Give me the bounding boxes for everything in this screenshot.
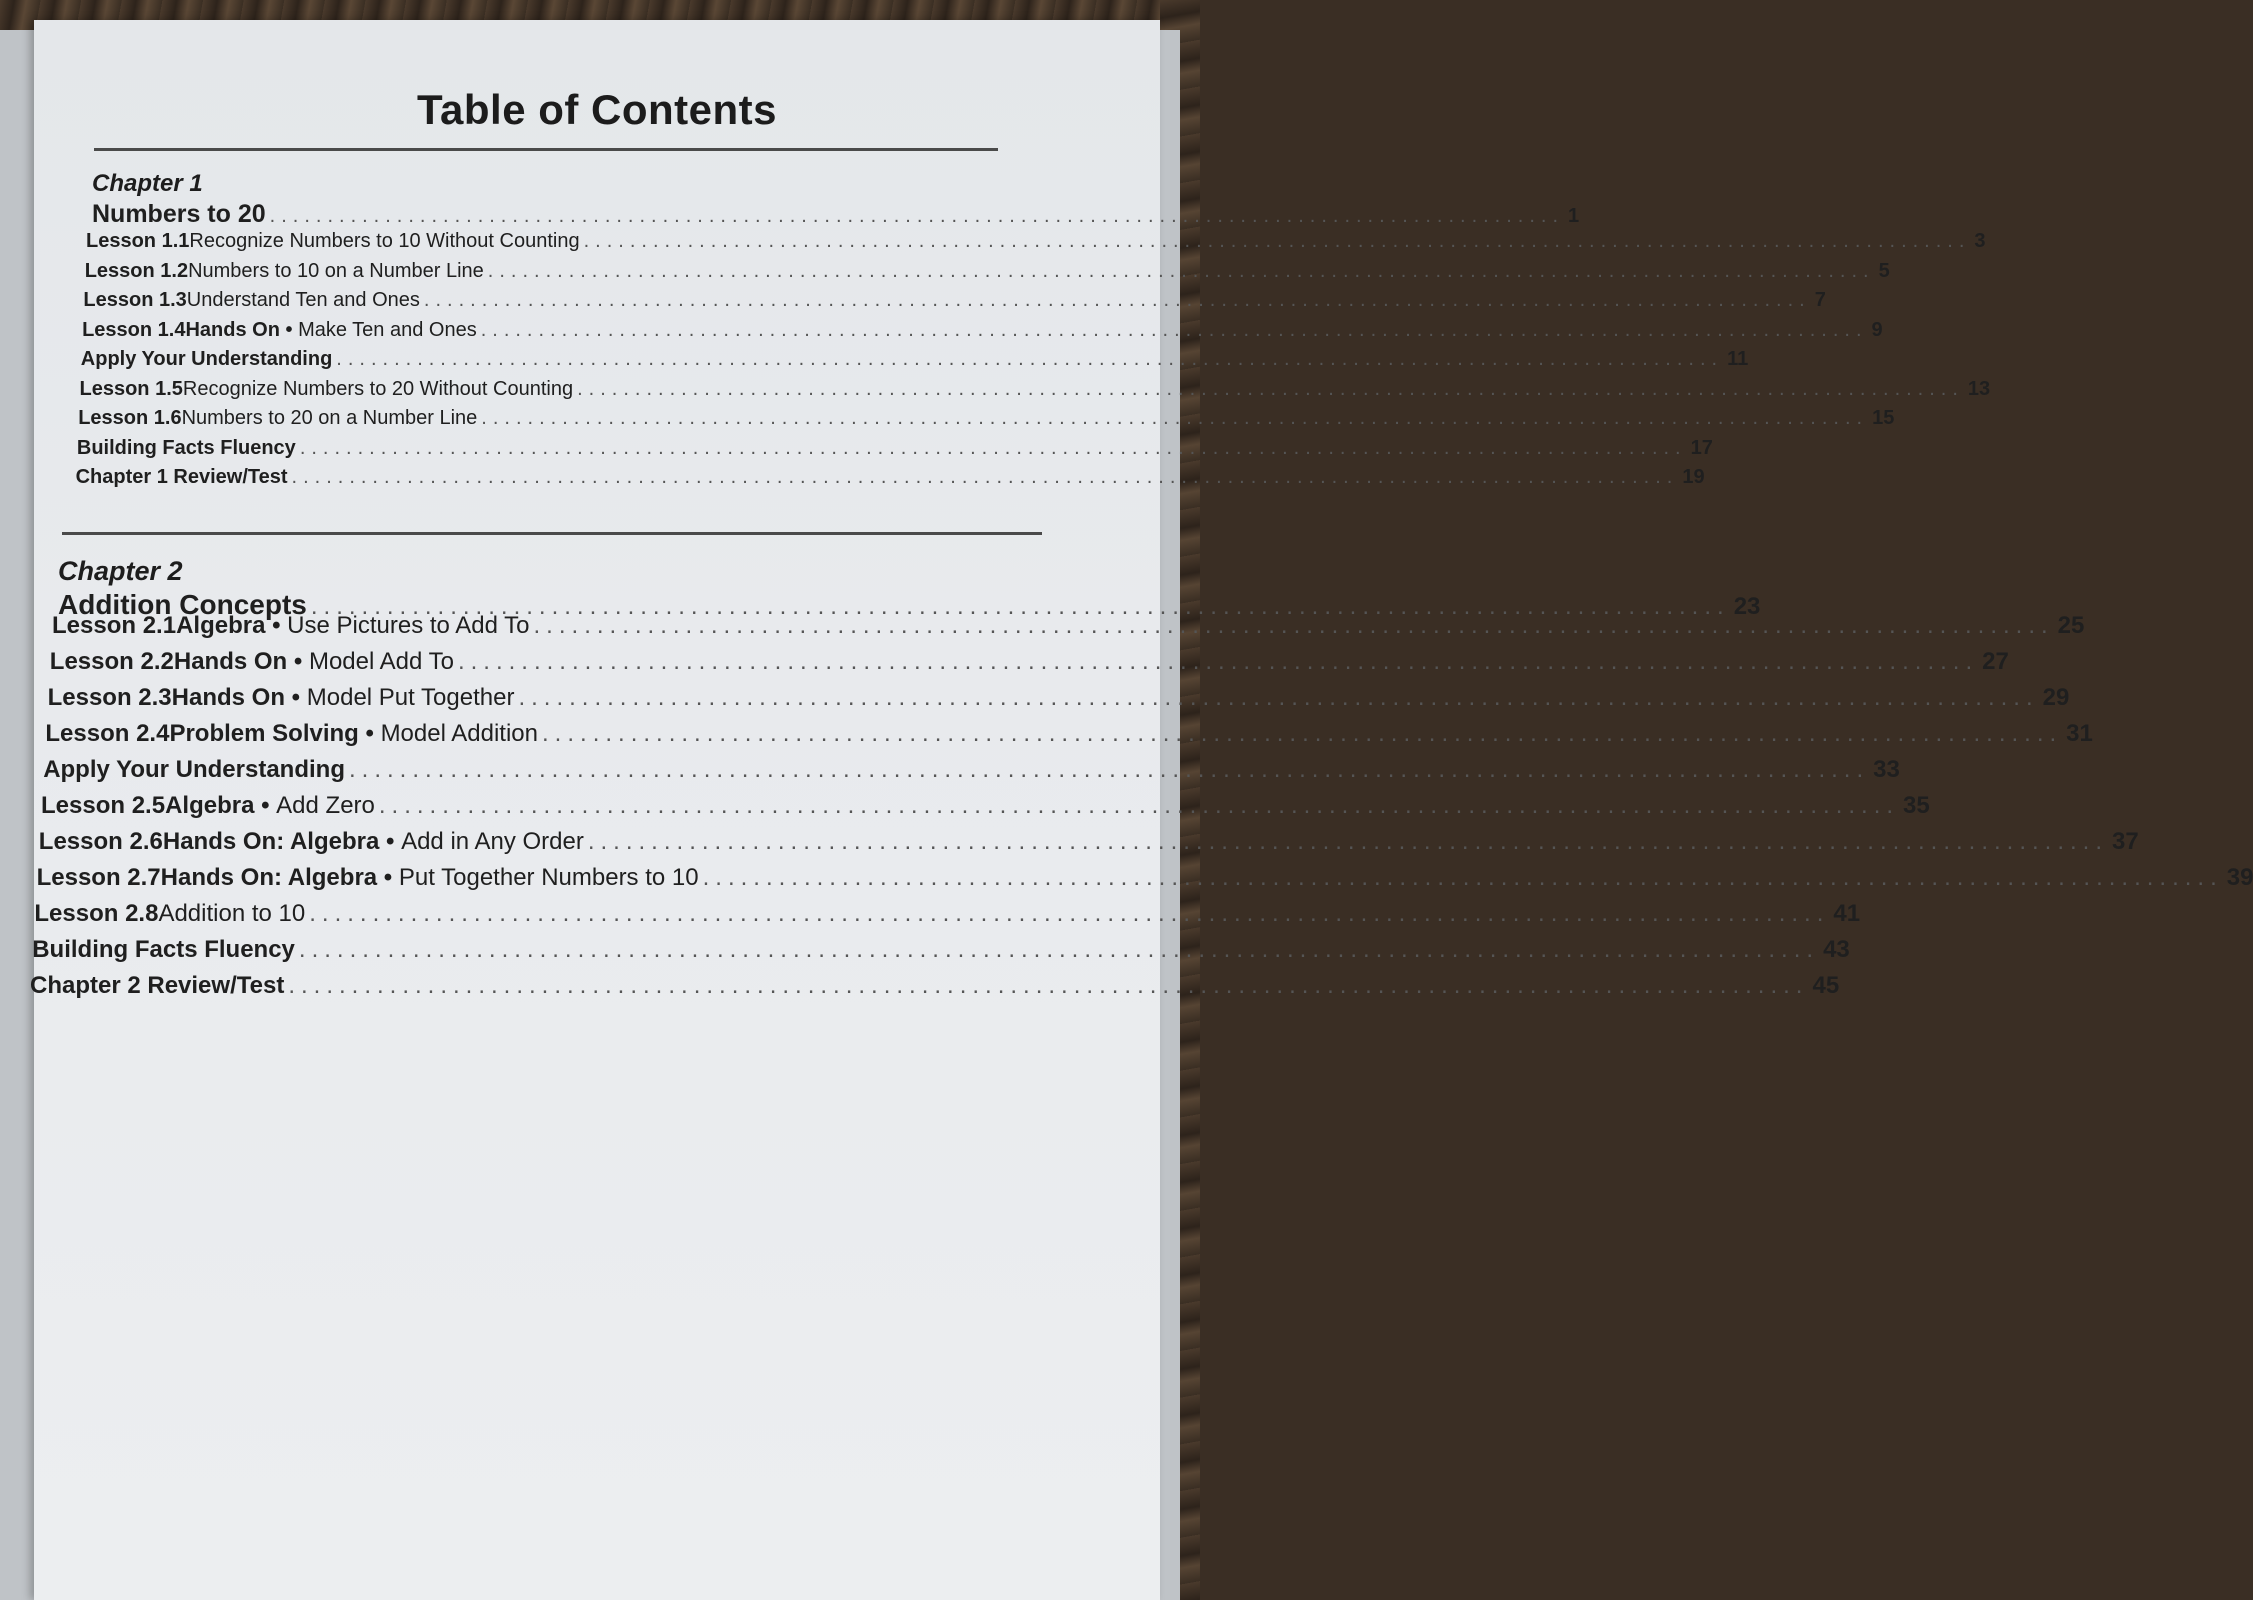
page-number: 41 (1833, 900, 1861, 927)
chapter-1-title: Numbers to 20 (92, 200, 266, 228)
toc-entry[interactable] (34, 900, 1861, 928)
toc-entry[interactable] (76, 436, 1713, 460)
page-number: 35 (1903, 792, 1930, 819)
entry-title (77, 437, 296, 460)
leader-dots: ........................................................................................................................ (423, 289, 1811, 311)
page-number: 15 (1872, 407, 1895, 429)
page-number: 37 (2112, 828, 2139, 855)
entry-text: Add in Any Order (401, 828, 584, 855)
toc-entry[interactable] (75, 466, 1705, 489)
entry-text: Put Together Numbers to 10 (398, 864, 699, 891)
entry-prefix: Chapter 1 Review/Test (75, 466, 288, 488)
toc-entry[interactable] (38, 828, 2139, 856)
leader-dots: ........................................................................................................................ (291, 466, 1679, 488)
lesson-number: Lesson 1.5 (79, 377, 183, 400)
leader-dots: ........................................................................................................................ (298, 936, 1820, 963)
page-number: 11 (1727, 348, 1749, 370)
toc-entry[interactable] (43, 756, 1900, 784)
leader-dots: ........................................................................................................................ (288, 972, 1809, 999)
leader-dots: ........................................................................................................................ (702, 864, 2223, 891)
toc-entry[interactable] (79, 377, 1991, 401)
lesson-number: Lesson 2.3 (47, 684, 172, 711)
lesson-number: Lesson 1.2 (84, 259, 189, 282)
toc-entry[interactable] (78, 407, 1895, 430)
lesson-number: Lesson 2.8 (34, 900, 159, 927)
entry-text: Model Add To (308, 648, 454, 675)
page-number: 31 (2066, 720, 2093, 747)
leader-dots: ........................................................................................................................ (481, 407, 1869, 429)
toc-entry[interactable] (80, 348, 1749, 371)
entry-text: Recognize Numbers to 10 Without Counting (189, 230, 580, 252)
chapter-2-page: 23 (1733, 593, 1761, 620)
leader-dots: ........................................................................................................................ (457, 648, 1979, 675)
leader-dots: ................................................................................................................ (310, 593, 1730, 620)
leader-dots: ........................................................................................................................ (487, 259, 1875, 282)
entry-prefix: Hands On • (185, 318, 299, 341)
chapter-1-label: Chapter 1 (92, 170, 203, 197)
toc-entry[interactable] (82, 318, 1883, 342)
entry-prefix: Hands On: Algebra • (160, 864, 399, 891)
page-title: Table of Contents (416, 86, 778, 133)
entry-prefix: Building Facts Fluency (76, 436, 296, 459)
leader-dots: ........................................................................................................................ (299, 436, 1687, 459)
entry-text: Understand Ten and Ones (186, 289, 420, 311)
leader-dots: ........................................................................................................................ (533, 612, 2054, 639)
entry-text: Add Zero (276, 792, 375, 819)
leader-dots: ........................................................................................................................ (577, 377, 1964, 400)
entry-text: Model Addition (380, 720, 539, 747)
entry-title (76, 466, 288, 489)
chapter-2-label: Chapter 2 (58, 556, 183, 586)
toc-entry[interactable] (49, 648, 2009, 676)
entry-title (158, 900, 305, 928)
page-number: 45 (1812, 972, 1840, 999)
entry-title (161, 864, 699, 892)
chapter-1-title-row[interactable] (92, 200, 1580, 229)
entry-prefix: Hands On • (171, 684, 307, 711)
chapter-1-divider (94, 148, 998, 151)
toc-entry[interactable] (52, 612, 2085, 640)
entry-prefix: Building Facts Fluency (32, 936, 295, 963)
chapter-2-heading (58, 556, 1761, 620)
entry-text: Numbers to 10 on a Number Line (188, 259, 484, 282)
lesson-number: Lesson 1.3 (83, 289, 187, 311)
entry-title (182, 407, 478, 430)
entry-title (185, 319, 476, 342)
entry-title (30, 972, 284, 1000)
entry-title (188, 260, 484, 283)
entry-prefix: Hands On: Algebra • (162, 828, 402, 855)
entry-title (165, 792, 375, 820)
entry-text: Addition to 10 (158, 900, 306, 927)
book-page (30, 20, 2253, 1600)
toc-entry[interactable] (30, 972, 1840, 1000)
page-number: 5 (1878, 259, 1890, 282)
entry-prefix: Apply Your Understanding (43, 756, 345, 783)
lesson-number: Lesson 2.6 (38, 828, 163, 855)
leader-dots: ........................................................................................................................ (309, 900, 1830, 927)
leader-dots: ........................................................................................................................ (378, 792, 1900, 819)
entry-title (183, 378, 573, 401)
lesson-number: Lesson 2.1 (52, 612, 177, 639)
entry-title (32, 936, 295, 964)
toc-entry[interactable] (84, 259, 1890, 283)
entry-title (169, 720, 538, 748)
page-number: 9 (1871, 318, 1883, 341)
lesson-number: Lesson 1.4 (82, 318, 186, 341)
toc-entry[interactable] (83, 289, 1826, 312)
entry-text: Recognize Numbers to 20 Without Counting (182, 377, 574, 400)
entry-text: Numbers to 20 on a Number Line (181, 407, 478, 429)
entry-title (187, 289, 420, 312)
page-number: 29 (2042, 684, 2070, 711)
page-number: 17 (1690, 436, 1713, 459)
leader-dots: ........................................................................................................................ (587, 828, 2108, 855)
entry-prefix: Algebra • (165, 792, 277, 819)
leader-dots: ........................................................................................................................ (542, 720, 2063, 747)
leader-dots: ........................................................................................................................ (583, 230, 1971, 252)
toc-entry[interactable] (47, 684, 2070, 712)
entry-prefix: Apply Your Understanding (80, 348, 333, 370)
leader-dots: ................................................................................................................ (269, 205, 1565, 227)
entry-title (172, 684, 515, 712)
entry-title (174, 648, 454, 676)
entry-text: Make Ten and Ones (298, 318, 477, 341)
entry-prefix: Problem Solving • (169, 720, 381, 747)
page-number: 39 (2226, 864, 2253, 891)
toc-entry[interactable] (36, 864, 2253, 892)
entry-title (81, 348, 333, 371)
toc-entry[interactable] (86, 230, 1986, 253)
lesson-number: Lesson 1.6 (78, 407, 182, 429)
entry-title (163, 828, 584, 856)
leader-dots: ........................................................................................................................ (336, 348, 1724, 370)
entry-prefix: Algebra • (176, 612, 288, 639)
leader-dots: ........................................................................................................................ (480, 318, 1868, 341)
page-number: 7 (1814, 289, 1826, 311)
toc-entry[interactable] (41, 792, 1930, 820)
page-number: 43 (1823, 936, 1850, 963)
page-number: 3 (1974, 230, 1986, 252)
chapter-1-page: 1 (1568, 205, 1580, 227)
lesson-number: Lesson 2.4 (45, 720, 170, 747)
lesson-number: Lesson 2.7 (36, 864, 161, 891)
entry-title (176, 612, 529, 640)
entry-title (43, 756, 345, 784)
entry-prefix: Chapter 2 Review/Test (30, 972, 285, 999)
page-number: 27 (1982, 648, 2009, 675)
toc-entry[interactable] (32, 936, 1850, 964)
page-number: 13 (1967, 377, 1991, 400)
chapter-2-divider (62, 532, 1042, 535)
toc-entry[interactable] (45, 720, 2093, 748)
entry-title (189, 230, 579, 253)
chapter-1-heading (92, 170, 1580, 228)
page-number: 33 (1873, 756, 1900, 783)
lesson-number: Lesson 2.2 (49, 648, 174, 675)
page-number: 25 (2057, 612, 2085, 639)
lesson-number: Lesson 2.5 (41, 792, 166, 819)
entry-text: Model Put Together (306, 684, 515, 711)
leader-dots: ........................................................................................................................ (518, 684, 2039, 711)
page-number: 19 (1682, 466, 1705, 488)
entry-prefix: Hands On • (173, 648, 309, 675)
leader-dots: ........................................................................................................................ (348, 756, 1870, 783)
lesson-number: Lesson 1.1 (86, 230, 190, 252)
entry-text: Use Pictures to Add To (287, 612, 530, 639)
chapter-2-title: Addition Concepts (58, 589, 307, 620)
